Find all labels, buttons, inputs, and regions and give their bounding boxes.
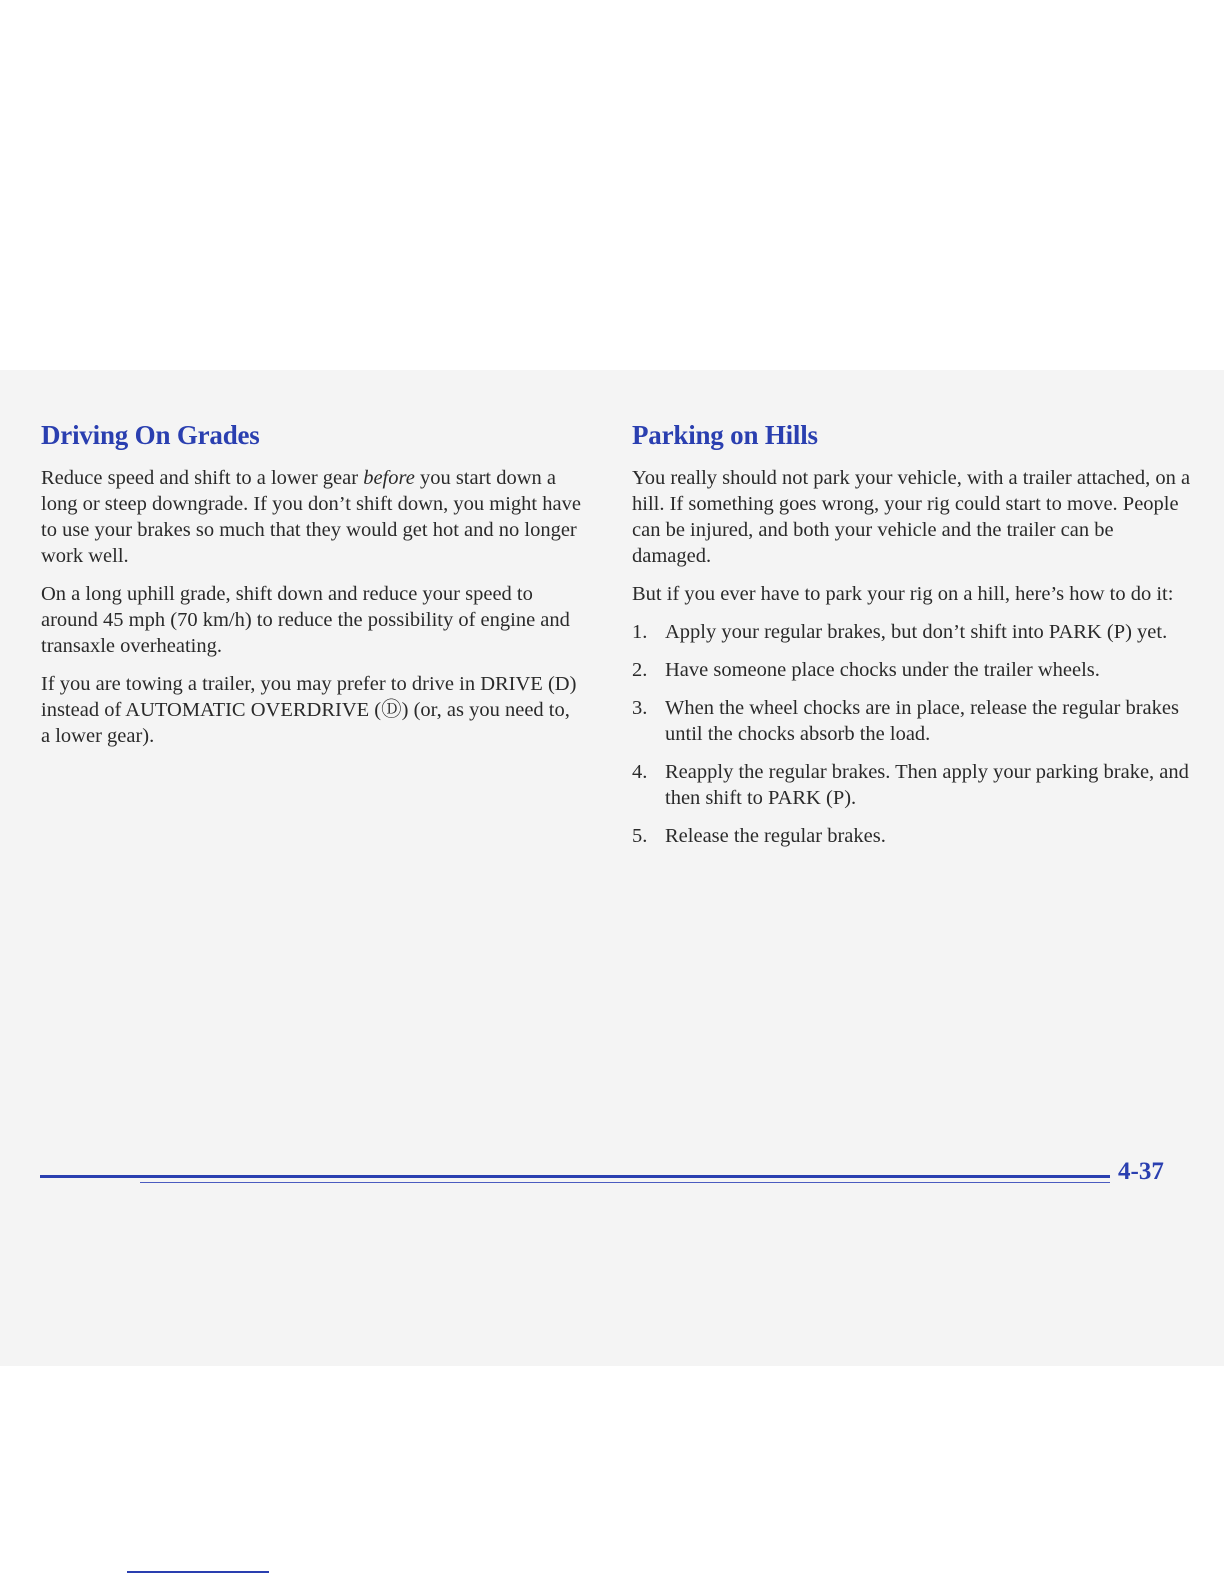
- step-number: 3.: [632, 697, 648, 719]
- footer-divider: [40, 1175, 1110, 1178]
- step-text: Apply your regular brakes, but don’t shift into PARK (P) yet.: [665, 621, 1168, 643]
- step-text: When the wheel chocks are in place, release the regular brakes until the chocks absorb the load.: [665, 697, 1179, 745]
- paragraph-downgrade: [41, 465, 581, 569]
- section-heading-driving-on-grades: Driving On Grades: [41, 420, 260, 450]
- bottom-link-underline: [127, 1571, 269, 1573]
- step-number: 2.: [632, 659, 648, 681]
- step-number: 5.: [632, 825, 648, 847]
- paragraph-uphill: On a long uphill grade, shift down and reduce your speed to around 45 mph (70 km/h) to reduce the possibility of engine and transaxle overheating.: [41, 583, 570, 657]
- page-number: 4-37: [1118, 1158, 1164, 1185]
- right-column: [632, 420, 1192, 861]
- left-column: [41, 420, 581, 761]
- paragraph-downgrade-start: Reduce speed and shift to a lower gear: [41, 467, 364, 489]
- parking-steps-list: [632, 619, 1192, 849]
- list-item: [632, 823, 1192, 849]
- paragraph-towing: If you are towing a trailer, you may prefer to drive in DRIVE (D) instead of AUTOMATIC OVERDRIVE (Ⓓ) (or, as you need to, a lower gear).: [41, 673, 577, 747]
- manual-page: [0, 370, 1224, 1366]
- list-item: [632, 759, 1192, 811]
- list-item: [632, 695, 1192, 747]
- emphasis-before: before: [363, 467, 415, 489]
- step-number: 1.: [632, 621, 648, 643]
- list-item: [632, 619, 1192, 645]
- list-item: [632, 657, 1192, 683]
- paragraph-parking-intro: But if you ever have to park your rig on a hill, here’s how to do it:: [632, 583, 1174, 605]
- section-heading-parking-on-hills: Parking on Hills: [632, 420, 818, 450]
- step-number: 4.: [632, 761, 648, 783]
- paragraph-downgrade-end: you start down a long or steep downgrade. If you don’t shift down, you might have to use your brakes so much that they would get hot and no longer work well.: [41, 467, 581, 567]
- step-text: Have someone place chocks under the trailer wheels.: [665, 659, 1100, 681]
- paragraph-parking-warning: You really should not park your vehicle, with a trailer attached, on a hill. If something goes wrong, your rig could start to move. People can be injured, and both your vehicle and the trailer can be damaged.: [632, 467, 1191, 567]
- step-text: Release the regular brakes.: [665, 825, 886, 847]
- footer-divider-thin: [140, 1182, 1110, 1183]
- step-text: Reapply the regular brakes. Then apply your parking brake, and then shift to PARK (P).: [665, 761, 1189, 809]
